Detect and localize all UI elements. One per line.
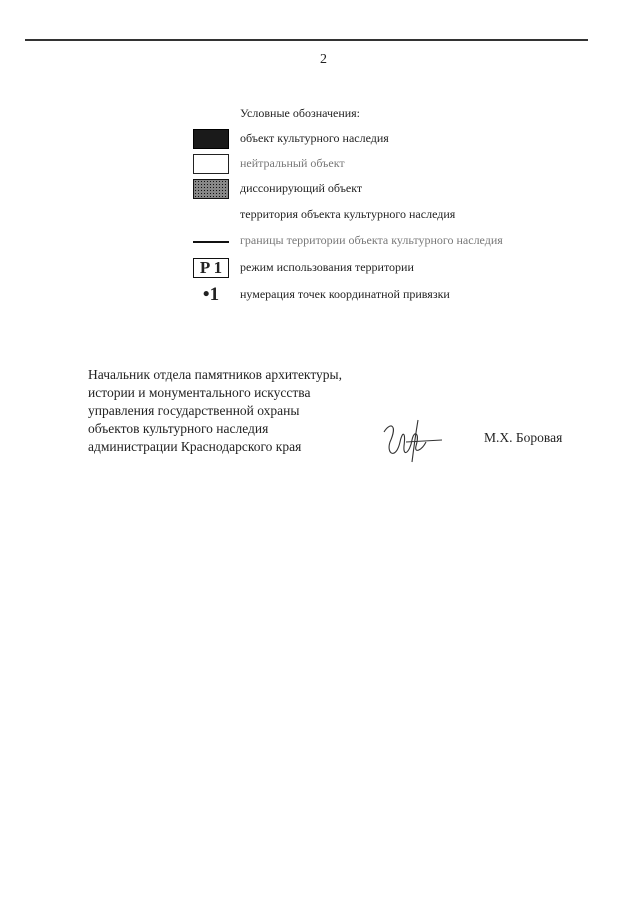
legend-item-usage-regime (193, 258, 533, 280)
signatory-title (88, 366, 342, 456)
page-number: 2 (320, 52, 327, 67)
hatched-square-icon (193, 179, 229, 199)
solid-line-icon (193, 241, 229, 243)
signatory-line: управления государственной охраны (88, 403, 300, 418)
legend-item-point-numbering (193, 285, 533, 307)
legend-title: Условные обозначения: (240, 106, 361, 120)
legend-label: диссонирующий объект (240, 181, 363, 195)
legend-item-territory-boundary (193, 231, 533, 253)
empty-square-icon (193, 154, 229, 174)
legend-item-heritage-territory (193, 205, 533, 227)
signatory-name: М.Х. Боровая (484, 430, 563, 445)
legend-label: объект культурного наследия (240, 131, 389, 145)
signatory-line: истории и монументального искусства (88, 385, 311, 400)
handwritten-signature (376, 412, 446, 472)
legend-label: режим использования территории (240, 260, 414, 274)
boxed-label-icon: P 1 (193, 258, 229, 278)
legend-item-dissonant-object (193, 179, 533, 201)
legend-label: нейтральный объект (240, 156, 345, 170)
legend-label: нумерация точек координатной привязки (240, 287, 450, 301)
dark-filled-square-icon (193, 129, 229, 149)
legend-item-neutral-object (193, 154, 533, 176)
legend-item-heritage-object (193, 129, 533, 151)
signatory-line: Начальник отдела памятников архитектуры, (88, 367, 342, 382)
blank-icon (193, 205, 229, 225)
top-rule (25, 39, 588, 41)
legend-label: территория объекта культурного наследия (240, 207, 456, 221)
signatory-line: администрации Краснодарского края (88, 439, 302, 454)
signatory-line: объектов культурного наследия (88, 421, 269, 436)
legend-label: границы территории объекта культурного наследия (240, 233, 503, 247)
point-number-icon: •1 (202, 284, 220, 305)
